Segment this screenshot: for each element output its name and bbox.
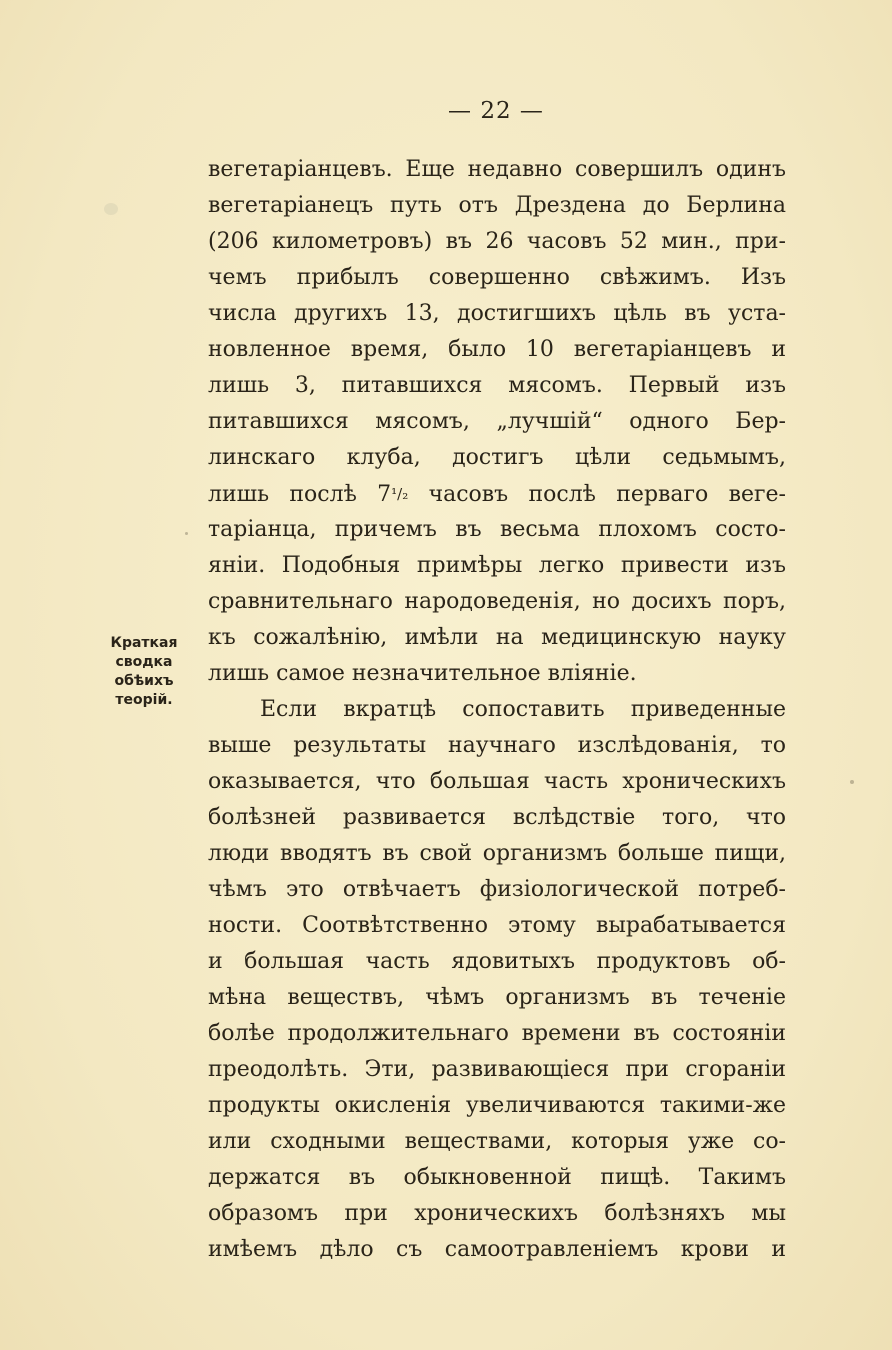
text-line: мѣна веществъ, чѣмъ организмъ въ теченіе bbox=[208, 985, 786, 1010]
text-line: люди вводятъ въ свой организмъ больше пищи, bbox=[208, 841, 786, 866]
text-line: болѣе продолжительнаго времени въ состояніи bbox=[208, 1021, 786, 1046]
ink-speck bbox=[185, 532, 188, 535]
paragraph-first-line: Если вкратцѣ сопоставить приведенные bbox=[260, 697, 786, 722]
text-line-with-fraction bbox=[208, 476, 786, 512]
ink-speck bbox=[850, 780, 854, 784]
page-number: — 22 — bbox=[448, 98, 544, 124]
text-line: ности. Соотвѣтственно этому вырабатывается bbox=[208, 913, 786, 938]
text-line: (206 километровъ) въ 26 часовъ 52 мин., при- bbox=[208, 229, 786, 254]
ink-speck bbox=[104, 203, 118, 215]
margin-note bbox=[104, 634, 184, 710]
text-line: таріанца, причемъ въ весьма плохомъ состо- bbox=[208, 517, 786, 542]
text-line: и большая часть ядовитыхъ продуктовъ об- bbox=[208, 949, 786, 974]
text-line: лишь самое незначительное вліяніе. bbox=[208, 661, 637, 686]
text-line: чѣмъ это отвѣчаетъ физіологической потреб- bbox=[208, 877, 786, 902]
text-line: вегетаріанцевъ. Еще недавно совершилъ одинъ bbox=[208, 157, 786, 182]
margin-note-line: обѣихъ bbox=[114, 673, 174, 689]
text-line: выше результаты научнаго изслѣдованія, то bbox=[208, 733, 786, 758]
margin-note-line: теорій. bbox=[115, 692, 173, 708]
text-line: линскаго клуба, достигъ цѣли седьмымъ, bbox=[208, 445, 786, 470]
text-line: вегетаріанецъ путь отъ Дрездена до Берлина bbox=[208, 193, 786, 218]
text-line: образомъ при хроническихъ болѣзняхъ мы bbox=[208, 1201, 786, 1226]
text-line: числа другихъ 13, достигшихъ цѣль въ уста- bbox=[208, 301, 786, 326]
body-text bbox=[208, 152, 786, 1268]
text-line: чемъ прибылъ совершенно свѣжимъ. Изъ bbox=[208, 265, 786, 290]
text-line: болѣзней развивается вслѣдствіе того, что bbox=[208, 805, 786, 830]
text-line: держатся въ обыкновенной пищѣ. Такимъ bbox=[208, 1165, 786, 1190]
text-line: питавшихся мясомъ, „лучшій“ одного Бер- bbox=[208, 409, 786, 434]
text-segment: часовъ послѣ перваго веге- bbox=[428, 482, 786, 507]
text-line: новленное время, было 10 вегетаріанцевъ и bbox=[208, 337, 786, 362]
margin-note-line: Краткая bbox=[110, 635, 178, 651]
text-line: продукты окисленія увеличиваются такими-же bbox=[208, 1093, 786, 1118]
text-line: сравнительнаго народоведенія, но досихъ поръ, bbox=[208, 589, 786, 614]
text-line: лишь 3, питавшихся мясомъ. Первый изъ bbox=[208, 373, 786, 398]
fraction: ¹/₂ bbox=[391, 485, 409, 503]
text-line: преодолѣть. Эти, развивающіеся при сгораніи bbox=[208, 1057, 786, 1082]
text-segment: лишь послѣ 7 bbox=[208, 482, 392, 507]
text-line: къ сожалѣнію, имѣли на медицинскую науку bbox=[208, 625, 786, 650]
text-line: яніи. Подобныя примѣры легко привести изъ bbox=[208, 553, 786, 578]
text-line: имѣемъ дѣло съ самоотравленіемъ крови и bbox=[208, 1237, 786, 1262]
margin-note-line: сводка bbox=[115, 654, 173, 670]
text-line: или сходными веществами, которыя уже со- bbox=[208, 1129, 786, 1154]
text-line: оказывается, что большая часть хроническихъ bbox=[208, 769, 786, 794]
